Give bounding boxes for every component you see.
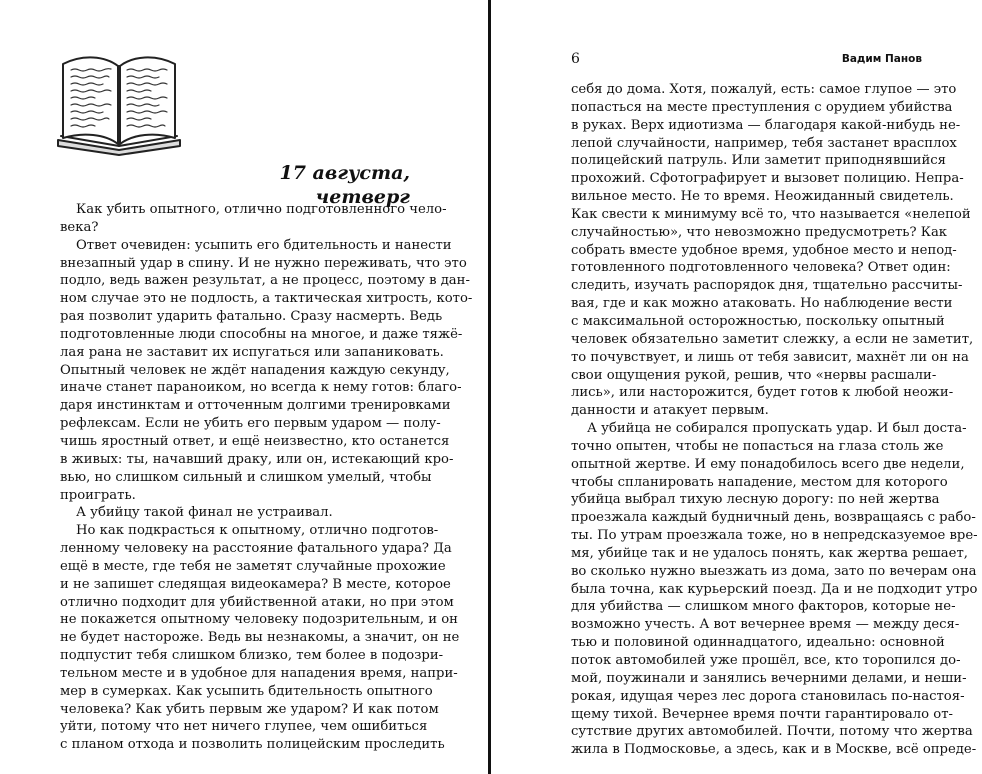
text-line: в руках. Верх идиотизма — благодаря какой-нибудь не- — [571, 117, 961, 133]
text-line: себя до дома. Хотя, пожалуй, есть: самое глупое — это — [571, 82, 957, 97]
text-line: опытной жертве. И ему понадобилось всего две недели, — [571, 456, 965, 472]
text-line: ты. По утрам проезжала тоже, но в непредсказуемое вре- — [571, 528, 978, 544]
text-line: даря инстинктам и отточенным долгими тренировками — [60, 398, 451, 414]
text-line: ном случае это не подлость, а тактическая хитрость, кото- — [60, 291, 473, 307]
text-line: прохожий. Сфотографирует и вызовет полицию. Непра- — [571, 171, 964, 187]
text-line: мер в сумерках. Как усыпить бдительность опытного — [60, 683, 433, 699]
text-line: возможно учесть. А вот вечернее время — между деся- — [571, 617, 960, 633]
text-line: мой, поужинали и занялись вечерними делами, и неши- — [571, 670, 967, 686]
text-line: подпустит тебя слишком близко, тем более в подозри- — [60, 648, 444, 664]
text-line: щему тихой. Вечернее время почти гарантировало от- — [571, 706, 953, 722]
text-line: века? — [60, 219, 99, 235]
text-line: отлично подходит для убийственной атаки, но при этом — [60, 594, 454, 610]
text-line: вильное место. Не то время. Неожиданный свидетель. — [571, 189, 954, 205]
text-line: не покажется опытному человеку подозрительным, и он — [60, 612, 458, 628]
text-line: то почувствует, и лишь от тебя зависит, махнёт ли он на — [571, 349, 969, 365]
text-line: случайностью», что невозможно предусмотреть? Как — [571, 224, 948, 240]
text-line: чишь яростный ответ, и ещё неизвестно, кто останется — [60, 433, 450, 449]
text-line: с максимальной осторожностью, поскольку опытный — [571, 313, 945, 329]
chapter-title: 17 августа, четверг — [279, 162, 410, 208]
text-line: следить, изучать распорядок дня, тщательно рассчиты- — [571, 278, 963, 294]
left-page — [0, 0, 488, 774]
text-line: человека? Как убить первым же ударом? И как потом — [60, 701, 439, 717]
text-line: свои ощущения рукой, решив, что «нервы расшали- — [571, 367, 937, 383]
text-line: Ответ очевиден: усыпить его бдительность и нанести — [76, 237, 452, 253]
text-line: сутствие других автомобилей. Почти, потому что жертва — [571, 724, 973, 740]
text-line: рефлексам. Если не убить его первым ударом — полу- — [60, 416, 441, 432]
page-number: 6 — [571, 51, 580, 67]
text-line: мя, убийце так и не удалось понять, как жертва решает, — [571, 545, 968, 561]
text-line: во сколько нужно выезжать из дома, зато по вечерам она — [571, 563, 977, 579]
text-line: с планом отхода и позволить полицейским проследить — [60, 737, 445, 753]
left-page-body — [60, 201, 473, 754]
text-line: подготовленные люди способны на многое, и даже тяжё- — [60, 326, 463, 342]
text-line: тью и половиной одиннадцатого, идеально: основной — [571, 635, 945, 651]
text-line: полицейский патруль. Или заметит приподнявшийся — [571, 153, 946, 169]
text-line: лепой случайности, например, тебя застанет врасплох — [571, 135, 957, 151]
text-line: попасться на месте преступления с орудием убийства — [571, 99, 953, 115]
text-line: Но как подкрасться к опытному, отлично подготов- — [76, 523, 439, 539]
text-line: ленному человеку на расстояние фатального удара? Да — [60, 541, 452, 557]
text-line: собрать вместе удобное время, удобное место и непод- — [571, 242, 957, 258]
text-line: не будет настороже. Ведь вы незнакомы, а значит, он не — [60, 630, 460, 646]
text-line: лая рана не заставит их испугаться или запаниковать. — [60, 344, 444, 360]
text-line: подло, ведь важен результат, а не процесс, поэтому в дан- — [60, 273, 470, 289]
text-line: Как убить опытного, отлично подготовленного чело- — [76, 202, 447, 217]
text-line: вая, где и как можно атаковать. Но наблюдение вести — [571, 296, 953, 312]
text-line: данности и атакует первым. — [571, 403, 769, 419]
text-line: тельном месте и в удобное для нападения время, напри- — [60, 665, 458, 681]
right-page-body — [571, 81, 978, 759]
text-line: вью, но слишком сильный и слишком умелый, чтобы — [60, 469, 432, 485]
open-book-icon — [55, 52, 183, 156]
text-line: чтобы спланировать нападение, местом для которого — [571, 474, 948, 490]
text-line: поток автомобилей уже прошёл, все, кто торопился до- — [571, 653, 961, 668]
text-line: для убийства — слишком много факторов, которые не- — [571, 599, 956, 615]
text-line: иначе станет параноиком, но всегда к нему готов: благо- — [60, 380, 462, 396]
text-line: рая позволит ударить фатально. Сразу насмерть. Ведь — [60, 309, 443, 325]
text-line: внезапный удар в спину. И не нужно переживать, что это — [60, 255, 467, 271]
text-line: готовленного подготовленного человека? Ответ один: — [571, 260, 951, 276]
text-line: жила в Подмосковье, а здесь, как и в Москве, всё опреде- — [571, 742, 977, 758]
text-line: человек обязательно заметит слежку, а если не заметит, — [571, 331, 974, 347]
text-line: Опытный человек не ждёт нападения каждую секунду, — [60, 362, 450, 378]
text-line: ещё в месте, где тебя не заметят случайные прохожие — [60, 558, 446, 574]
text-line: рокая, идущая через лес дорога становилась по-настоя- — [571, 688, 965, 704]
text-line: и не запишет следящая видеокамера? В месте, которое — [60, 576, 451, 592]
text-line: А убийцу такой финал не устраивал. — [76, 505, 333, 521]
running-head-author: Вадим Панов — [841, 53, 922, 65]
text-line: в живых: ты, начавший драку, или он, истекающий кро- — [60, 451, 454, 467]
text-line: была точна, как курьерский поезд. Да и не подходит утро — [571, 581, 978, 597]
text-line: уйти, потому что нет ничего глупее, чем ошибиться — [60, 719, 428, 735]
text-line: точно опытен, чтобы не попасться на глаза столь же — [571, 438, 944, 454]
text-line: Как свести к минимуму всё то, что называется «нелепой — [571, 206, 971, 222]
text-line: А убийца не собирался пропускать удар. И был доста- — [587, 421, 967, 437]
text-line: проезжала каждый будничный день, возвращаясь с рабо- — [571, 510, 976, 526]
text-line: лись», или насторожится, будет готов к любой неожи- — [571, 385, 954, 401]
right-page — [491, 0, 982, 774]
text-line: проиграть. — [60, 487, 136, 503]
text-line: убийца выбрал тихую лесную дорогу: по ней жертва — [571, 492, 940, 508]
